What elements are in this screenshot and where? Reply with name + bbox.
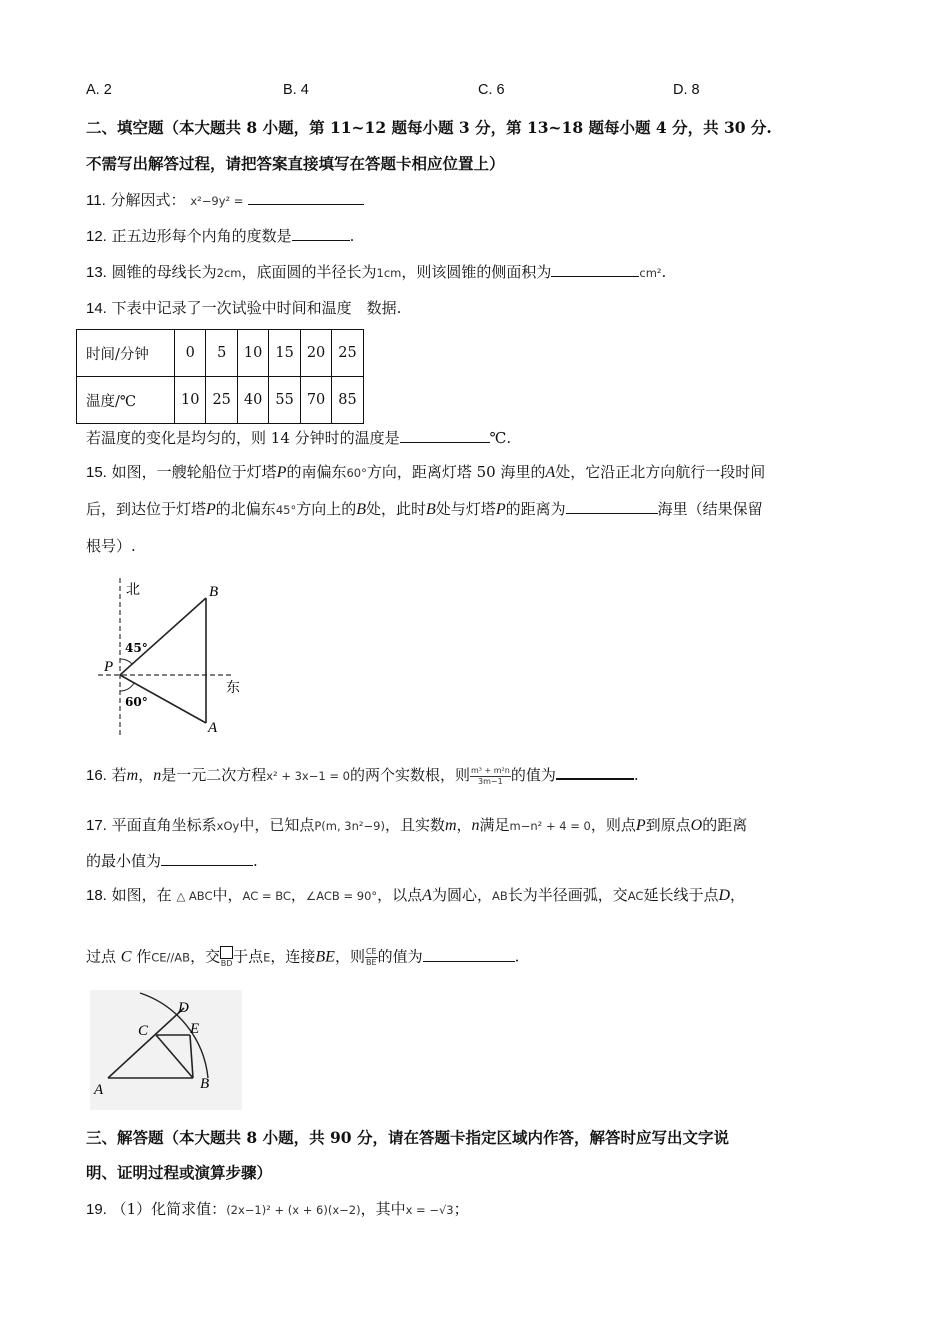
q12-text: 正五边形每个内角的度数是 bbox=[111, 227, 292, 245]
question-14 bbox=[86, 298, 401, 319]
label-b: B bbox=[209, 584, 219, 600]
q11-text: 分解因式： bbox=[110, 191, 186, 209]
label-60: 60° bbox=[125, 695, 148, 709]
q15-text: 海里（结果保留 bbox=[657, 500, 763, 518]
question-15-line1 bbox=[86, 462, 765, 483]
q11-expression: x²−9y² = bbox=[190, 194, 244, 208]
question-15-line2 bbox=[86, 499, 763, 520]
q17-text: 的最小值为 bbox=[86, 852, 162, 870]
q19-text: （1）化简求值： bbox=[111, 1200, 227, 1218]
q16-text: 的两个实数根，则 bbox=[349, 766, 470, 784]
q13-number: 13. bbox=[86, 264, 107, 281]
table-row-label-time: 时间/分钟 bbox=[77, 330, 175, 377]
q11-number: 11. bbox=[86, 192, 106, 209]
table-cell: 10 bbox=[175, 377, 206, 424]
arc-triangle-figure bbox=[90, 990, 242, 1110]
section3-heading-line1: 三、解答题（本大题共 8 小题，共 90 分，请在答题卡指定区域内作答，解答时应写出文字说 bbox=[86, 1128, 729, 1147]
table-cell: 20 bbox=[300, 330, 331, 377]
q18-segment-ac: AC bbox=[627, 889, 644, 903]
q16-text: 是一元二次方程 bbox=[161, 766, 267, 784]
label-b: B bbox=[200, 1076, 210, 1092]
section2-heading-line2: 不需写出解答过程，请把答案直接填写在答题卡相应位置上） bbox=[86, 154, 505, 173]
question-12 bbox=[86, 226, 354, 247]
q18-frac-numerator: CE bbox=[365, 947, 377, 956]
q16-text: 若 bbox=[111, 766, 127, 784]
q16-number: 16. bbox=[86, 767, 107, 784]
q13-unit: cm² bbox=[639, 266, 662, 280]
q15-var-p: P bbox=[276, 464, 287, 481]
arc-placeholder-icon bbox=[220, 946, 233, 959]
table-cell: 55 bbox=[269, 377, 300, 424]
label-e: E bbox=[190, 1021, 200, 1037]
q16-end: . bbox=[633, 766, 639, 784]
q18-text: 如图，在 bbox=[111, 886, 172, 904]
q15-var-b: B bbox=[356, 501, 366, 518]
q18-text: 作 bbox=[136, 947, 152, 966]
q18-text: 于点 bbox=[233, 947, 264, 966]
q14-after-end: ℃. bbox=[489, 429, 512, 447]
q16-text: 的值为 bbox=[510, 766, 556, 784]
table-cell: 25 bbox=[332, 330, 363, 377]
q18-triangle: △ ABC bbox=[176, 889, 213, 903]
q17-end: . bbox=[253, 852, 258, 870]
q15-angle-45: 45° bbox=[275, 503, 297, 517]
time-temperature-table bbox=[76, 329, 364, 424]
question-14-followup bbox=[86, 428, 511, 448]
q14-after-text: 若温度的变化是均匀的，则 14 分钟时的温度是 bbox=[86, 429, 400, 447]
label-45: 45° bbox=[125, 641, 148, 655]
label-p: P bbox=[104, 659, 114, 675]
q17-number: 17. bbox=[86, 817, 107, 834]
q15-var-p: P bbox=[206, 501, 216, 518]
q19-end: ； bbox=[453, 1200, 469, 1218]
table-cell: 10 bbox=[237, 330, 268, 377]
q15-var-p: P bbox=[495, 501, 506, 518]
q18-fraction bbox=[365, 947, 378, 968]
q18-condition-2: ∠ACB = 90° bbox=[305, 889, 378, 903]
q16-var-m: m bbox=[126, 767, 139, 784]
q11-answer-blank[interactable] bbox=[248, 190, 364, 205]
q16-fraction bbox=[470, 766, 511, 787]
q13-answer-blank[interactable] bbox=[551, 262, 639, 277]
q15-text: 的距离为 bbox=[505, 500, 566, 518]
q15-text: 处，此时 bbox=[366, 500, 427, 518]
q16-frac-numerator: m³ + m²n bbox=[470, 765, 510, 775]
q18-arc-label: BD bbox=[220, 959, 233, 968]
table-cell: 40 bbox=[237, 377, 268, 424]
q15-text: 如图，一艘轮船位于灯塔 bbox=[111, 463, 277, 481]
q18-point-e: E bbox=[263, 950, 271, 965]
label-east: 东 bbox=[226, 680, 240, 696]
q17-text: ， bbox=[456, 816, 472, 834]
figure-background bbox=[90, 990, 242, 1110]
q15-answer-blank[interactable] bbox=[566, 499, 658, 514]
q18-text: ， bbox=[730, 886, 746, 904]
q19-expression: (2x−1)² + (x + 6)(x−2) bbox=[226, 1203, 361, 1217]
q13-radius: 1cm bbox=[376, 266, 402, 280]
q17-text: 到原点 bbox=[645, 816, 691, 834]
q19-number: 19. bbox=[86, 1201, 107, 1218]
q18-segment-ab: AB bbox=[491, 889, 508, 903]
q16-var-n: n bbox=[153, 767, 162, 784]
q15-text: 后，到达位于灯塔 bbox=[86, 500, 207, 518]
q17-text: 满足 bbox=[479, 816, 510, 834]
q12-answer-blank[interactable] bbox=[292, 226, 350, 241]
q16-text: ， bbox=[138, 766, 154, 784]
q13-text-c: ，则该圆锥的侧面积为 bbox=[401, 263, 552, 281]
lighthouse-figure bbox=[96, 574, 256, 740]
q18-text: 延长线于点 bbox=[643, 886, 719, 904]
q15-text: 处与灯塔 bbox=[435, 500, 496, 518]
q15-text: 处，它沿正北方向航行一段时间 bbox=[555, 463, 766, 481]
q18-condition-1: AC = BC bbox=[242, 889, 291, 903]
q19-text: ，其中 bbox=[360, 1200, 406, 1218]
q17-text: 的距离 bbox=[702, 816, 748, 834]
q18-text: 中， bbox=[212, 886, 243, 904]
q13-end: . bbox=[661, 263, 667, 281]
q17-point: P(m, 3n²−9) bbox=[314, 819, 385, 833]
section3-heading-line2: 明、证明过程或演算步骤） bbox=[86, 1163, 273, 1182]
label-a: A bbox=[94, 1082, 104, 1098]
q13-text-a: 圆锥的母线长为 bbox=[111, 263, 217, 281]
table-row bbox=[77, 330, 364, 377]
option-b: B. 4 bbox=[283, 82, 309, 98]
q18-number: 18. bbox=[86, 887, 107, 904]
q15-text: 的北偏东 bbox=[215, 500, 276, 518]
q18-arc-bd bbox=[220, 946, 233, 969]
table-cell: 85 bbox=[332, 377, 363, 424]
table-row-label-temperature: 温度/℃ bbox=[77, 377, 175, 424]
q18-text: ，连接 bbox=[270, 947, 316, 966]
q19-x-value: x = −√3 bbox=[405, 1203, 454, 1217]
q18-var-d: D bbox=[718, 887, 731, 904]
q18-text: 的值为 bbox=[377, 947, 423, 966]
q18-var-a: A bbox=[422, 887, 432, 904]
option-d: D. 8 bbox=[673, 82, 700, 98]
q17-text: 平面直角坐标系 bbox=[111, 816, 217, 834]
table-cell: 0 bbox=[175, 330, 206, 377]
question-13 bbox=[86, 262, 666, 283]
question-17-line2 bbox=[86, 851, 258, 871]
label-c: C bbox=[138, 1023, 149, 1039]
q17-text: ，则点 bbox=[590, 816, 636, 834]
angle-45-arc bbox=[120, 659, 132, 664]
question-15-line3: 根号）. bbox=[86, 537, 136, 555]
table-cell: 15 bbox=[269, 330, 300, 377]
q18-text: ，交 bbox=[190, 947, 221, 966]
q18-answer-blank[interactable] bbox=[423, 947, 515, 962]
label-north: 北 bbox=[126, 582, 140, 598]
question-17-line1 bbox=[86, 815, 747, 836]
q15-text: 的南偏东 bbox=[286, 463, 347, 481]
q17-var-n: n bbox=[471, 817, 480, 834]
q14-number: 14. bbox=[86, 300, 107, 317]
q17-answer-blank[interactable] bbox=[161, 851, 253, 866]
q18-text: 过点 bbox=[86, 947, 117, 966]
q18-end: . bbox=[514, 947, 520, 966]
q15-var-a: A bbox=[545, 464, 556, 481]
q18-segment-be: BE bbox=[315, 948, 335, 966]
angle-60-arc bbox=[120, 683, 134, 691]
question-18-line2 bbox=[86, 946, 519, 969]
q17-text: 中，已知点 bbox=[239, 816, 315, 834]
q18-text: 长为半径画弧，交 bbox=[507, 886, 628, 904]
table-cell: 5 bbox=[206, 330, 237, 377]
table-cell: 25 bbox=[206, 377, 237, 424]
q18-sep: ， bbox=[290, 886, 306, 904]
table-row bbox=[77, 377, 364, 424]
q15-text: 方向上的 bbox=[296, 500, 357, 518]
q15-number: 15. bbox=[86, 464, 107, 481]
question-16 bbox=[86, 764, 639, 787]
q17-var-o: O bbox=[690, 817, 703, 834]
q14-answer-blank[interactable] bbox=[400, 428, 490, 443]
label-d: D bbox=[178, 1000, 189, 1016]
section2-heading-line1: 二、填空题（本大题共 8 小题，第 11~12 题每小题 3 分，第 13~18 题每小题 4 分，共 30 分. bbox=[86, 118, 772, 137]
q16-frac-denominator: 3m−1 bbox=[478, 776, 503, 786]
q16-equation: x² + 3x−1 = 0 bbox=[266, 769, 350, 783]
q17-coordinate-system: xOy bbox=[216, 819, 240, 833]
q18-var-c: C bbox=[120, 948, 132, 966]
q18-frac-denominator: BE bbox=[366, 958, 377, 967]
q18-text: ，以点 bbox=[377, 886, 423, 904]
q18-parallel: CE//AB bbox=[151, 950, 191, 965]
question-11 bbox=[86, 190, 364, 211]
q17-equation: m−n² + 4 = 0 bbox=[509, 819, 591, 833]
option-c: C. 6 bbox=[478, 82, 505, 98]
q17-var-m: m bbox=[444, 817, 457, 834]
q15-angle-60: 60° bbox=[346, 466, 367, 480]
table-cell: 70 bbox=[300, 377, 331, 424]
q15-text: 方向，距离灯塔 50 海里的 bbox=[366, 463, 546, 481]
q12-number: 12. bbox=[86, 228, 107, 245]
q18-text: ，则 bbox=[334, 947, 365, 966]
q17-text: ，且实数 bbox=[384, 816, 445, 834]
label-a: A bbox=[208, 720, 218, 736]
q12-end: . bbox=[349, 227, 355, 245]
segment-pb bbox=[120, 598, 206, 675]
q17-var-p: P bbox=[635, 817, 646, 834]
q14-text: 下表中记录了一次试验中时间和温度 数据. bbox=[111, 299, 402, 317]
question-18-line1 bbox=[86, 885, 745, 906]
q15-var-b: B bbox=[426, 501, 436, 518]
option-a: A. 2 bbox=[86, 82, 112, 98]
q13-length: 2cm bbox=[216, 266, 242, 280]
q13-text-b: ，底面圆的半径长为 bbox=[241, 263, 377, 281]
q18-text: 为圆心， bbox=[431, 886, 492, 904]
question-19 bbox=[86, 1199, 469, 1220]
q16-answer-blank[interactable] bbox=[556, 764, 634, 780]
